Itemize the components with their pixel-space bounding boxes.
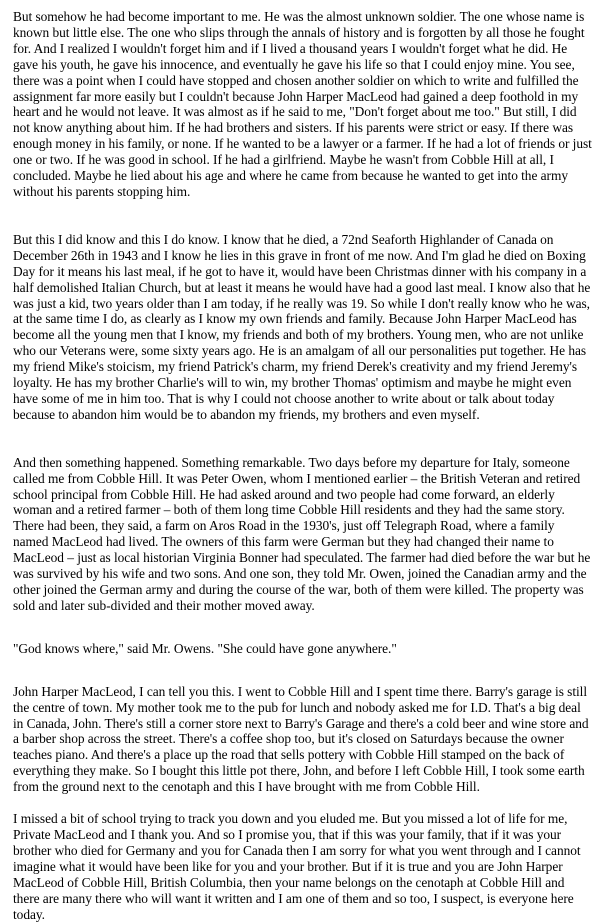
- paragraph-spacer: [13, 795, 592, 811]
- paragraph-god-knows-where: "God knows where," said Mr. Owens. "She could have gone anywhere.": [13, 640, 397, 656]
- paragraph-something-happened: And then something happened. Something remarkable. Two days before my departure for Italy, someone called me from Cobble Hill. It was Peter Owen, whom I mentioned earlier – the British Veteran and retired school principal from Cobble Hill. He had asked around and two people had come forward, an elderly woman and a retired farmer – both of them long time Cobble Hill residents and they had the same story. There had been, they said, a farm on Aros Road in the 1930's, just off Telegraph Road, where a family named MacLeod had lived. The owners of this farm were German but they had changed their name to MacLeod – just as local historian Virginia Bonner had speculated. The farmer had died before the war but he was survived by his wife and two sons. And one son, they told Mr. Owen, joined the Canadian army and the other joined the German army and during the course of the war, both of them were killed. The property was sold and later sub-divided and their mother moved away.: [13, 454, 591, 613]
- paragraph-spacer: [13, 657, 592, 684]
- paragraph-cobble-hill-visit: John Harper MacLeod, I can tell you this. I went to Cobble Hill and I spent time there. Barry's garage is still the centre of town. My mother took me to the pub for lunch and nobody asked me for I.D. That's a big deal in Canada, John. There's still a corner store next to Barry's Garage and there's a cold beer and wine store and a barber shop across the street. There's a coffee shop too, but it's closed on Saturdays because the owner teaches piano. And there's a place up the road that sells pottery with Cobble Hill stamped on the back of everything they make. So I bought this little pot there, John, and before I left Cobble Hill, I took some earth from the ground next to the cenotaph and this I have brought with me from Cobble Hill.: [13, 683, 589, 795]
- paragraph-spacer: [13, 614, 592, 641]
- paragraph-unknown-soldier: But somehow he had become important to me. He was the almost unknown soldier. The one whose name is known but little else. The one who slips through the annals of history and is forgotten by all those he fought for. And I realized I wouldn't forget him and if I lived a thousand years I wouldn't forget what he did. He gave his youth, he gave his innocence, and eventually he gave his life so that I could enjoy mine. You see, there was a point when I could have stopped and chosen another soldier on which to write and fulfilled the assignment far more easily but I couldn't because John Harper MacLeod had gained a deep foothold in my heart and he would not leave. It was almost as if he said to me, "Don't forget about me too." But still, I did not know anything about him. If he had brothers and sisters. If his parents were strict or easy. If there was enough money in his family, or none. If he wanted to be a lawyer or a farmer. If he had a lot of friends or just one or two. If he was good in school. If he had a girlfriend. Maybe he wasn't from Cobble Hill at all, I concluded. Maybe he lied about his age and where he came from because he wanted to get into the army without his parents stopping him.: [13, 9, 592, 199]
- paragraph-promise: I missed a bit of school trying to track you down and you eluded me. But you missed a lot of life for me, Private MacLeod and I thank you. And so I promise you, that if this was your family, that if it was your brother who died for Germany and you for Canada then I am sorry for what you went through and I cannot imagine what it would have been like for you and your brother. But if it is true and you are John Harper MacLeod of Cobble Hill, British Columbia, then your name belongs on the cenotaph at Cobble Hill and there are many there who will want it written and I am one of them and so too, I suspect, is everyone here today.: [13, 811, 581, 922]
- paragraph-spacer: [13, 200, 592, 232]
- paragraph-what-i-know: But this I did know and this I do know. I know that he died, a 72nd Seaforth Highlander of Canada on December 26th in 1943 and I know he lies in this grave in front of me now. And I'm glad he died on Boxing Day for it means his last meal, if he got to have it, would have been Christmas dinner with his company in a half demolished Italian Church, but at least it means he would have had a good last meal. I know also that he was just a kid, two years older than I am today, if he really was 19. So while I don't really know who he was, at the same time I do, as clearly as I know my own friends and family. Because John Harper MacLeod has become all the young men that I know, my friends and both of my brothers. Young men, who are not unlike who our Veterans were, some sixty years ago. He is an amalgam of all our personalities put together. He has my friend Mike's stoicism, my friend Patrick's charm, my friend Derek's creativity and my friend Jeremy's loyalty. He has my brother Charlie's will to win, my brother Thomas' optimism and maybe he might even have some of me in him too. That is why I could not choose another to write about or talk about today because to abandon him would be to abandon my friends, my brothers and even myself.: [13, 231, 591, 422]
- paragraph-spacer: [13, 423, 592, 455]
